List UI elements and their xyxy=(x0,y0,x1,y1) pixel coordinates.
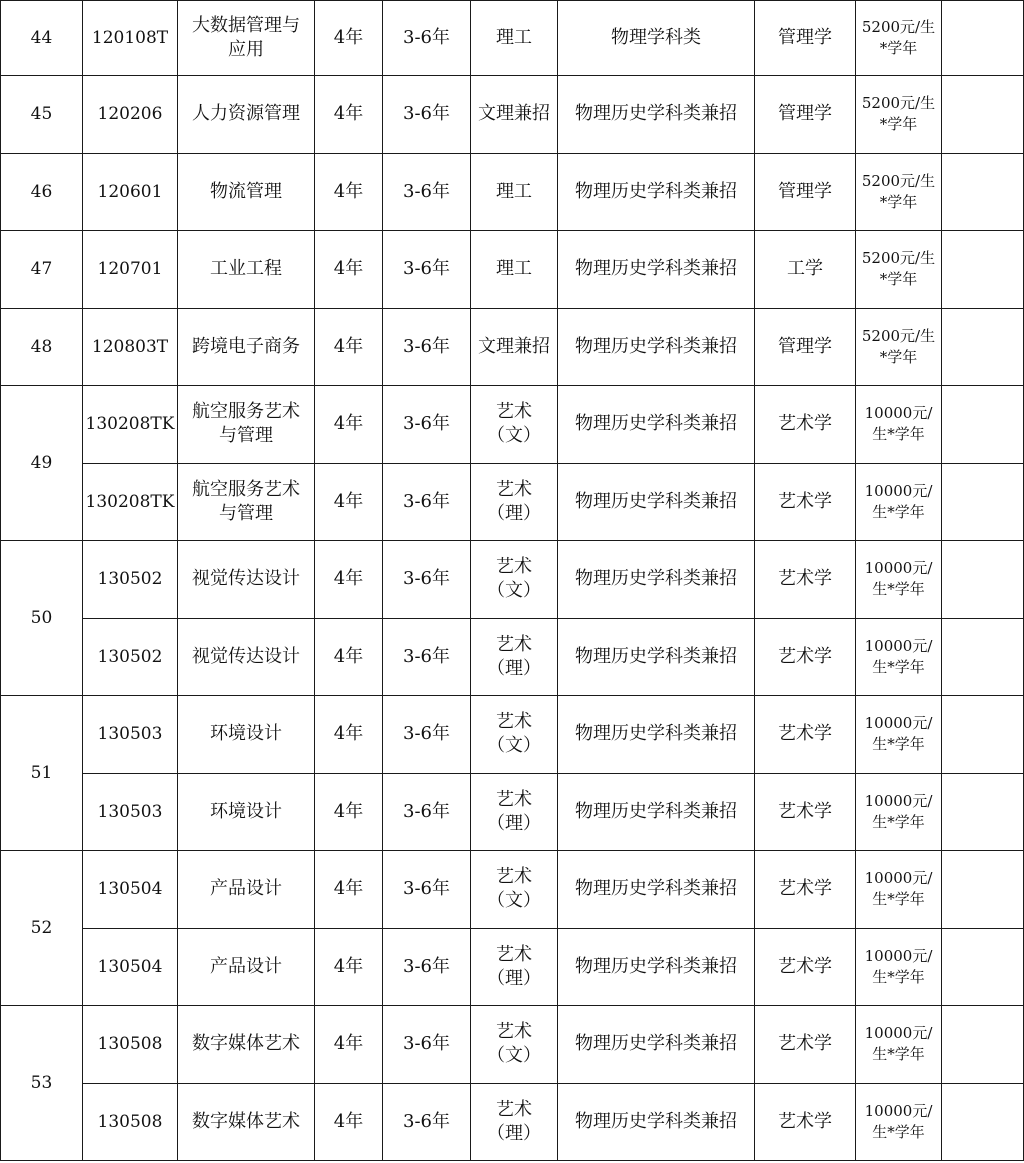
major-name-cell-line: 航空服务艺术 xyxy=(192,478,300,500)
note-cell xyxy=(942,153,1024,231)
tuition-cell-line: 10000元/ xyxy=(864,481,933,500)
major-name-cell-line: 应用 xyxy=(228,39,264,60)
category-cell-line: 理工 xyxy=(496,180,532,202)
tuition-cell-line: *学年 xyxy=(879,270,918,289)
major-name-cell-line: 跨境电子商务 xyxy=(192,335,300,357)
tuition-cell-line: 10000元/ xyxy=(864,1101,933,1120)
category-cell-line: （理） xyxy=(487,657,541,679)
major-name-cell-line: 环境设计 xyxy=(210,723,282,745)
study-range-cell: 3-6年 xyxy=(383,1083,471,1161)
table-row xyxy=(1,308,1024,386)
major-code-cell: 130504 xyxy=(83,928,178,1006)
category-cell-line: （文） xyxy=(487,890,541,912)
category-cell-line: 艺术 xyxy=(496,556,532,578)
duration-cell: 4年 xyxy=(315,231,383,309)
major-code-cell: 120108T xyxy=(83,1,178,76)
note-cell xyxy=(942,231,1024,309)
category-cell-line: 艺术 xyxy=(496,866,532,888)
tuition-cell-line: *学年 xyxy=(879,39,918,57)
major-name-cell xyxy=(178,1083,315,1161)
tuition-cell-line: 10000元/ xyxy=(864,636,933,655)
category-cell xyxy=(471,618,558,696)
major-name-cell-line: 与管理 xyxy=(219,502,273,524)
tuition-cell xyxy=(856,231,942,309)
study-range-cell: 3-6年 xyxy=(383,618,471,696)
tuition-cell-line: *学年 xyxy=(879,192,918,211)
category-cell xyxy=(471,153,558,231)
degree-cell: 工学 xyxy=(755,231,856,309)
study-range-cell: 3-6年 xyxy=(383,1006,471,1084)
tuition-cell xyxy=(856,308,942,386)
duration-cell: 4年 xyxy=(315,773,383,851)
category-cell-line: 文理兼招 xyxy=(478,103,550,125)
tuition-cell-line: 生*学年 xyxy=(872,580,925,599)
category-cell-line: （文） xyxy=(487,1045,541,1067)
degree-cell: 管理学 xyxy=(755,1,856,76)
table-row xyxy=(1,541,1024,619)
tuition-cell xyxy=(856,773,942,851)
tuition-cell-line: *学年 xyxy=(879,347,918,366)
major-name-cell-line: 视觉传达设计 xyxy=(192,568,300,590)
subject-requirement-cell: 物理历史学科类兼招 xyxy=(558,1006,755,1084)
subject-requirement-cell: 物理历史学科类兼招 xyxy=(558,541,755,619)
tuition-cell-line: 5200元/生 xyxy=(861,171,936,190)
category-cell-line: （文） xyxy=(487,735,541,757)
degree-cell: 艺术学 xyxy=(755,618,856,696)
category-cell xyxy=(471,1006,558,1084)
tuition-cell xyxy=(856,928,942,1006)
duration-cell: 4年 xyxy=(315,153,383,231)
major-code-cell: 120701 xyxy=(83,231,178,309)
major-name-cell xyxy=(178,1006,315,1084)
category-cell xyxy=(471,773,558,851)
study-range-cell: 3-6年 xyxy=(383,308,471,386)
row-number-cell: 47 xyxy=(1,231,83,309)
note-cell xyxy=(942,76,1024,154)
table-row xyxy=(1,696,1024,774)
major-name-cell-line: 视觉传达设计 xyxy=(192,645,300,667)
tuition-cell-line: 生*学年 xyxy=(872,967,925,986)
row-number-cell: 46 xyxy=(1,153,83,231)
table-body xyxy=(1,1,1024,1161)
category-cell-line: （文） xyxy=(487,425,541,447)
tuition-cell-line: 5200元/生 xyxy=(861,94,936,113)
tuition-cell xyxy=(856,386,942,464)
major-name-cell xyxy=(178,618,315,696)
table-row xyxy=(1,231,1024,309)
table-row xyxy=(1,463,1024,541)
duration-cell: 4年 xyxy=(315,618,383,696)
row-number-cell: 50 xyxy=(1,541,83,696)
subject-requirement-cell: 物理历史学科类兼招 xyxy=(558,153,755,231)
row-number-cell: 53 xyxy=(1,1006,83,1161)
tuition-cell-line: 生*学年 xyxy=(872,657,925,676)
duration-cell: 4年 xyxy=(315,1,383,76)
major-name-cell xyxy=(178,463,315,541)
subject-requirement-cell: 物理历史学科类兼招 xyxy=(558,386,755,464)
category-cell-line: 艺术 xyxy=(496,711,532,733)
note-cell xyxy=(942,308,1024,386)
tuition-cell xyxy=(856,153,942,231)
category-cell xyxy=(471,541,558,619)
category-cell-line: （文） xyxy=(487,580,541,602)
duration-cell: 4年 xyxy=(315,76,383,154)
major-name-cell-line: 数字媒体艺术 xyxy=(192,1033,300,1055)
major-name-cell-line: 产品设计 xyxy=(210,955,282,977)
subject-requirement-cell: 物理历史学科类兼招 xyxy=(558,1083,755,1161)
category-cell-line: （理） xyxy=(487,812,541,834)
tuition-cell-line: 5200元/生 xyxy=(861,326,936,345)
category-cell-line: 艺术 xyxy=(496,401,532,423)
major-name-cell-line: 物流管理 xyxy=(210,180,282,202)
duration-cell: 4年 xyxy=(315,1083,383,1161)
category-cell-line: （理） xyxy=(487,1122,541,1144)
degree-cell: 艺术学 xyxy=(755,1006,856,1084)
category-cell-line: 理工 xyxy=(496,27,532,48)
study-range-cell: 3-6年 xyxy=(383,231,471,309)
row-number-cell: 52 xyxy=(1,851,83,1006)
subject-requirement-cell: 物理历史学科类兼招 xyxy=(558,231,755,309)
major-name-cell-line: 环境设计 xyxy=(210,800,282,822)
major-code-cell: 130502 xyxy=(83,618,178,696)
subject-requirement-cell: 物理历史学科类兼招 xyxy=(558,851,755,929)
category-cell xyxy=(471,231,558,309)
major-name-cell-line: 工业工程 xyxy=(210,258,282,280)
major-code-cell: 130503 xyxy=(83,696,178,774)
major-name-cell-line: 与管理 xyxy=(219,425,273,447)
study-range-cell: 3-6年 xyxy=(383,541,471,619)
note-cell xyxy=(942,618,1024,696)
tuition-cell xyxy=(856,851,942,929)
category-cell-line: （理） xyxy=(487,502,541,524)
note-cell xyxy=(942,386,1024,464)
major-name-cell xyxy=(178,231,315,309)
category-cell xyxy=(471,1083,558,1161)
tuition-cell-line: 生*学年 xyxy=(872,1045,925,1064)
table-row xyxy=(1,773,1024,851)
table-row xyxy=(1,1006,1024,1084)
duration-cell: 4年 xyxy=(315,851,383,929)
tuition-cell-line: 生*学年 xyxy=(872,735,925,754)
major-name-cell-line: 数字媒体艺术 xyxy=(192,1110,300,1132)
major-code-cell: 130508 xyxy=(83,1006,178,1084)
major-code-cell: 120601 xyxy=(83,153,178,231)
study-range-cell: 3-6年 xyxy=(383,76,471,154)
table-row xyxy=(1,851,1024,929)
category-cell-line: 文理兼招 xyxy=(478,335,550,357)
duration-cell: 4年 xyxy=(315,541,383,619)
tuition-cell-line: 生*学年 xyxy=(872,1122,925,1141)
tuition-cell-line: *学年 xyxy=(879,115,918,134)
major-code-cell: 130508 xyxy=(83,1083,178,1161)
tuition-cell-line: 生*学年 xyxy=(872,890,925,909)
note-cell xyxy=(942,851,1024,929)
study-range-cell: 3-6年 xyxy=(383,1,471,76)
table-row xyxy=(1,153,1024,231)
tuition-cell-line: 生*学年 xyxy=(872,425,925,444)
major-name-cell xyxy=(178,696,315,774)
table-row xyxy=(1,76,1024,154)
tuition-cell-line: 生*学年 xyxy=(872,812,925,831)
tuition-cell-line: 生*学年 xyxy=(872,502,925,521)
major-name-cell xyxy=(178,153,315,231)
study-range-cell: 3-6年 xyxy=(383,153,471,231)
major-name-cell xyxy=(178,1,315,76)
category-cell-line: 艺术 xyxy=(496,1021,532,1043)
study-range-cell: 3-6年 xyxy=(383,928,471,1006)
major-code-cell: 130208TK xyxy=(83,463,178,541)
tuition-cell-line: 5200元/生 xyxy=(861,249,936,268)
table-row xyxy=(1,618,1024,696)
category-cell-line: （理） xyxy=(487,967,541,989)
degree-cell: 管理学 xyxy=(755,308,856,386)
study-range-cell: 3-6年 xyxy=(383,773,471,851)
major-name-cell-line: 产品设计 xyxy=(210,878,282,900)
table-row xyxy=(1,1083,1024,1161)
degree-cell: 艺术学 xyxy=(755,928,856,1006)
subject-requirement-cell: 物理历史学科类兼招 xyxy=(558,773,755,851)
row-number-cell: 51 xyxy=(1,696,83,851)
category-cell-line: 理工 xyxy=(496,258,532,280)
subject-requirement-cell: 物理学科类 xyxy=(558,1,755,76)
major-code-cell: 130502 xyxy=(83,541,178,619)
note-cell xyxy=(942,696,1024,774)
tuition-cell-line: 10000元/ xyxy=(864,1024,933,1043)
major-name-cell xyxy=(178,308,315,386)
subject-requirement-cell: 物理历史学科类兼招 xyxy=(558,618,755,696)
category-cell xyxy=(471,76,558,154)
duration-cell: 4年 xyxy=(315,696,383,774)
note-cell xyxy=(942,928,1024,1006)
subject-requirement-cell: 物理历史学科类兼招 xyxy=(558,696,755,774)
degree-cell: 艺术学 xyxy=(755,773,856,851)
category-cell-line: 艺术 xyxy=(496,788,532,810)
study-range-cell: 3-6年 xyxy=(383,463,471,541)
subject-requirement-cell: 物理历史学科类兼招 xyxy=(558,928,755,1006)
degree-cell: 管理学 xyxy=(755,76,856,154)
subject-requirement-cell: 物理历史学科类兼招 xyxy=(558,308,755,386)
major-name-cell-line: 大数据管理与 xyxy=(192,15,300,36)
degree-cell: 艺术学 xyxy=(755,1083,856,1161)
duration-cell: 4年 xyxy=(315,386,383,464)
tuition-cell xyxy=(856,541,942,619)
row-number-cell: 45 xyxy=(1,76,83,154)
tuition-cell-line: 10000元/ xyxy=(864,946,933,965)
tuition-cell-line: 10000元/ xyxy=(864,791,933,810)
duration-cell: 4年 xyxy=(315,928,383,1006)
tuition-cell-line: 10000元/ xyxy=(864,404,933,423)
category-cell-line: 艺术 xyxy=(496,943,532,965)
row-number-cell: 44 xyxy=(1,1,83,76)
note-cell xyxy=(942,463,1024,541)
degree-cell: 艺术学 xyxy=(755,386,856,464)
note-cell xyxy=(942,773,1024,851)
duration-cell: 4年 xyxy=(315,1006,383,1084)
major-code-cell: 120803T xyxy=(83,308,178,386)
major-name-cell-line: 人力资源管理 xyxy=(192,103,300,125)
study-range-cell: 3-6年 xyxy=(383,386,471,464)
category-cell xyxy=(471,463,558,541)
subject-requirement-cell: 物理历史学科类兼招 xyxy=(558,463,755,541)
tuition-cell-line: 10000元/ xyxy=(864,714,933,733)
major-name-cell xyxy=(178,541,315,619)
major-code-cell: 130208TK xyxy=(83,386,178,464)
note-cell xyxy=(942,541,1024,619)
major-name-cell xyxy=(178,76,315,154)
category-cell xyxy=(471,308,558,386)
major-name-cell xyxy=(178,851,315,929)
major-name-cell xyxy=(178,773,315,851)
degree-cell: 艺术学 xyxy=(755,696,856,774)
note-cell xyxy=(942,1083,1024,1161)
row-number-cell: 48 xyxy=(1,308,83,386)
tuition-cell xyxy=(856,463,942,541)
tuition-cell xyxy=(856,76,942,154)
tuition-cell xyxy=(856,1006,942,1084)
major-code-cell: 130503 xyxy=(83,773,178,851)
tuition-cell xyxy=(856,618,942,696)
note-cell xyxy=(942,1,1024,76)
category-cell xyxy=(471,1,558,76)
category-cell-line: 艺术 xyxy=(496,478,532,500)
tuition-cell-line: 10000元/ xyxy=(864,869,933,888)
duration-cell: 4年 xyxy=(315,308,383,386)
note-cell xyxy=(942,1006,1024,1084)
degree-cell: 艺术学 xyxy=(755,463,856,541)
tuition-cell-line: 10000元/ xyxy=(864,559,933,578)
category-cell xyxy=(471,928,558,1006)
subject-requirement-cell: 物理历史学科类兼招 xyxy=(558,76,755,154)
row-number-cell: 49 xyxy=(1,386,83,541)
degree-cell: 管理学 xyxy=(755,153,856,231)
study-range-cell: 3-6年 xyxy=(383,696,471,774)
major-code-cell: 130504 xyxy=(83,851,178,929)
tuition-cell xyxy=(856,1083,942,1161)
category-cell xyxy=(471,386,558,464)
degree-cell: 艺术学 xyxy=(755,851,856,929)
degree-cell: 艺术学 xyxy=(755,541,856,619)
table-row xyxy=(1,1,1024,76)
major-name-cell xyxy=(178,928,315,1006)
duration-cell: 4年 xyxy=(315,463,383,541)
major-code-cell: 120206 xyxy=(83,76,178,154)
tuition-cell xyxy=(856,696,942,774)
major-name-cell-line: 航空服务艺术 xyxy=(192,401,300,423)
table-row xyxy=(1,386,1024,464)
category-cell-line: 艺术 xyxy=(496,633,532,655)
category-cell xyxy=(471,696,558,774)
table-row xyxy=(1,928,1024,1006)
tuition-cell xyxy=(856,1,942,76)
tuition-cell-line: 5200元/生 xyxy=(861,18,936,36)
category-cell-line: 艺术 xyxy=(496,1098,532,1120)
category-cell xyxy=(471,851,558,929)
major-name-cell xyxy=(178,386,315,464)
study-range-cell: 3-6年 xyxy=(383,851,471,929)
